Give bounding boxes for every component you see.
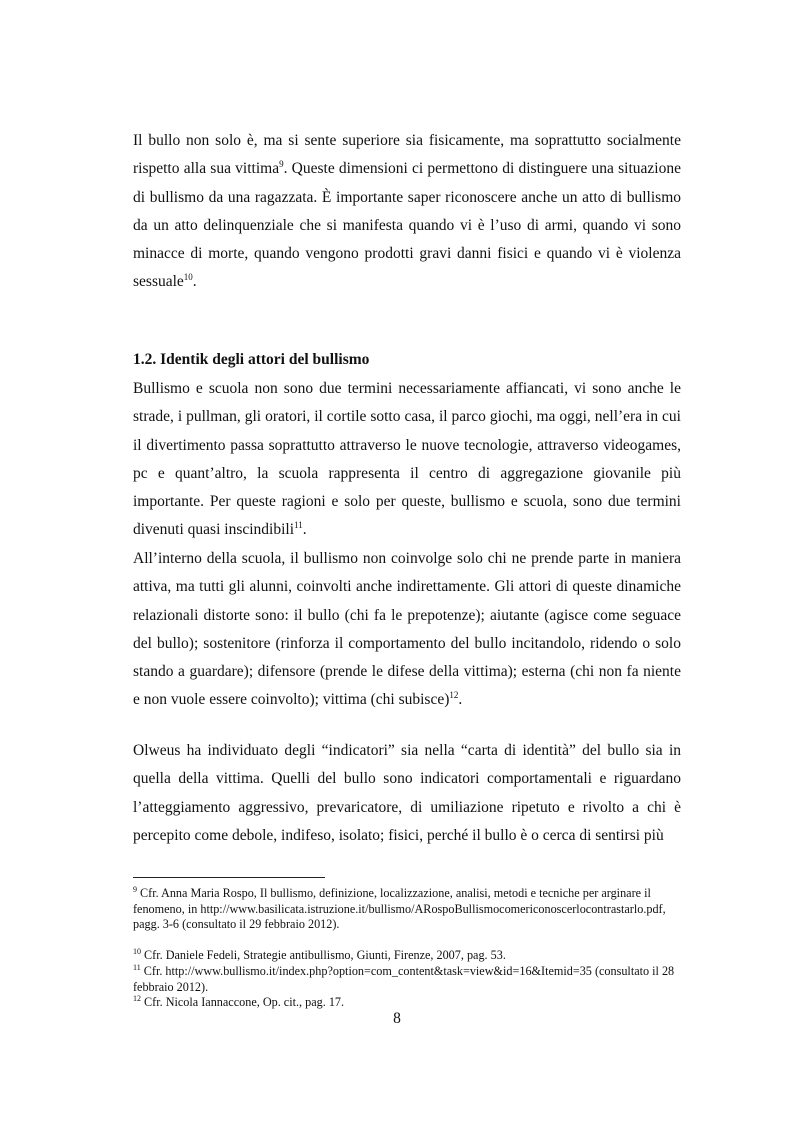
body-paragraph — [133, 375, 681, 545]
page-number: 8 — [393, 1010, 401, 1027]
footnote-number: 10 — [133, 946, 141, 956]
paragraph-text: Il bullo non solo è, ma si sente superiore sia fisicamente, ma soprattutto socialmente rispetto alla sua vittima — [133, 132, 681, 178]
paragraph-text: Olweus ha individuato degli “indicatori” sia nella “carta di identità” del bullo sia in quella della vittima. Quelli del bullo sono indicatori comportamentali e riguardano l’atteggiamento aggressivo, prevaricatore, di umiliazione ripetuto e rivolto a chi è percepito come debole, indifeso, isolato; fisici, perché il bullo è o cerca di sentirsi più — [133, 742, 681, 844]
footnote-ref[interactable]: 11 — [294, 520, 303, 531]
footnote-ref[interactable]: 12 — [449, 690, 459, 701]
footnote — [133, 995, 681, 1011]
paragraph-text: . Queste dimensioni ci permettono di distinguere una situazione di bullismo da una ragazzata. È importante saper riconoscere anche un atto di bullismo da un atto delinquenziale che si manifesta quando vi è l’uso di armi, quando vi sono minacce di morte, quando vengono prodotti gravi danni fisici e quando vi è violenza sessuale — [133, 160, 681, 291]
footnote-number: 9 — [133, 884, 137, 894]
section-heading: 1.2. Identik degli attori del bullismo — [133, 351, 370, 368]
footnote-text: Cfr. http://www.bullismo.it/index.php?option=com_content&task=view&id=16&Itemid=35 (consultato il 28 febbraio 2012). — [133, 964, 675, 994]
body-paragraph — [133, 545, 681, 715]
paragraph-end: . — [458, 691, 463, 709]
footnote-text: Cfr. Anna Maria Rospo, Il bullismo, definizione, localizzazione, analisi, metodi e tecniche per arginare il fenomeno, in http://www.basilicata.istruzione.it/bullismo/ARospoBullismocomericonoscerlocontrastarlo.pdf, pagg. 3-6 (consultato il 29 febbraio 2012). — [133, 886, 666, 932]
footnote — [133, 886, 681, 933]
footnote-number: 12 — [133, 993, 141, 1003]
paragraph-end: . — [192, 273, 197, 291]
footnote-text: Cfr. Daniele Fedeli, Strategie antibullismo, Giunti, Firenze, 2007, pag. 53. — [141, 948, 506, 962]
footnote-number: 11 — [133, 962, 141, 972]
footnote-ref[interactable]: 10 — [183, 272, 193, 283]
paragraph-end: . — [302, 521, 307, 539]
footnote — [133, 948, 681, 964]
body-paragraph — [133, 127, 681, 297]
body-paragraph — [133, 737, 681, 850]
footnote-text: Cfr. Nicola Iannaccone, Op. cit., pag. 17. — [141, 995, 345, 1009]
footnote — [133, 964, 681, 995]
paragraph-text: All’interno della scuola, il bullismo non coinvolge solo chi ne prende parte in maniera attiva, ma tutti gli alunni, coinvolti anche indirettamente. Gli attori di queste dinamiche relazionali distorte sono: il bullo (chi fa le prepotenze); aiutante (agisce come seguace del bullo); sostenitore (rinforza il comportamento del bullo incitandolo, ridendo o solo stando a guardare); difensore (prende le difese della vittima); esterna (chi non fa niente e non vuole essere coinvolto); vittima (chi subisce) — [133, 550, 681, 709]
footnote-ref[interactable]: 9 — [279, 159, 284, 170]
footnote-separator — [133, 877, 325, 878]
paragraph-text: Bullismo e scuola non sono due termini necessariamente affiancati, vi sono anche le strade, i pullman, gli oratori, il cortile sotto casa, il parco giochi, ma oggi, nell’era in cui il divertimento passa soprattutto attraverso le nuove tecnologie, attraverso videogames, pc e quant’altro, la scuola rappresenta il centro di aggregazione giovanile più importante. Per queste ragioni e solo per queste, bullismo e scuola, sono due termini divenuti quasi inscindibili — [133, 380, 681, 539]
